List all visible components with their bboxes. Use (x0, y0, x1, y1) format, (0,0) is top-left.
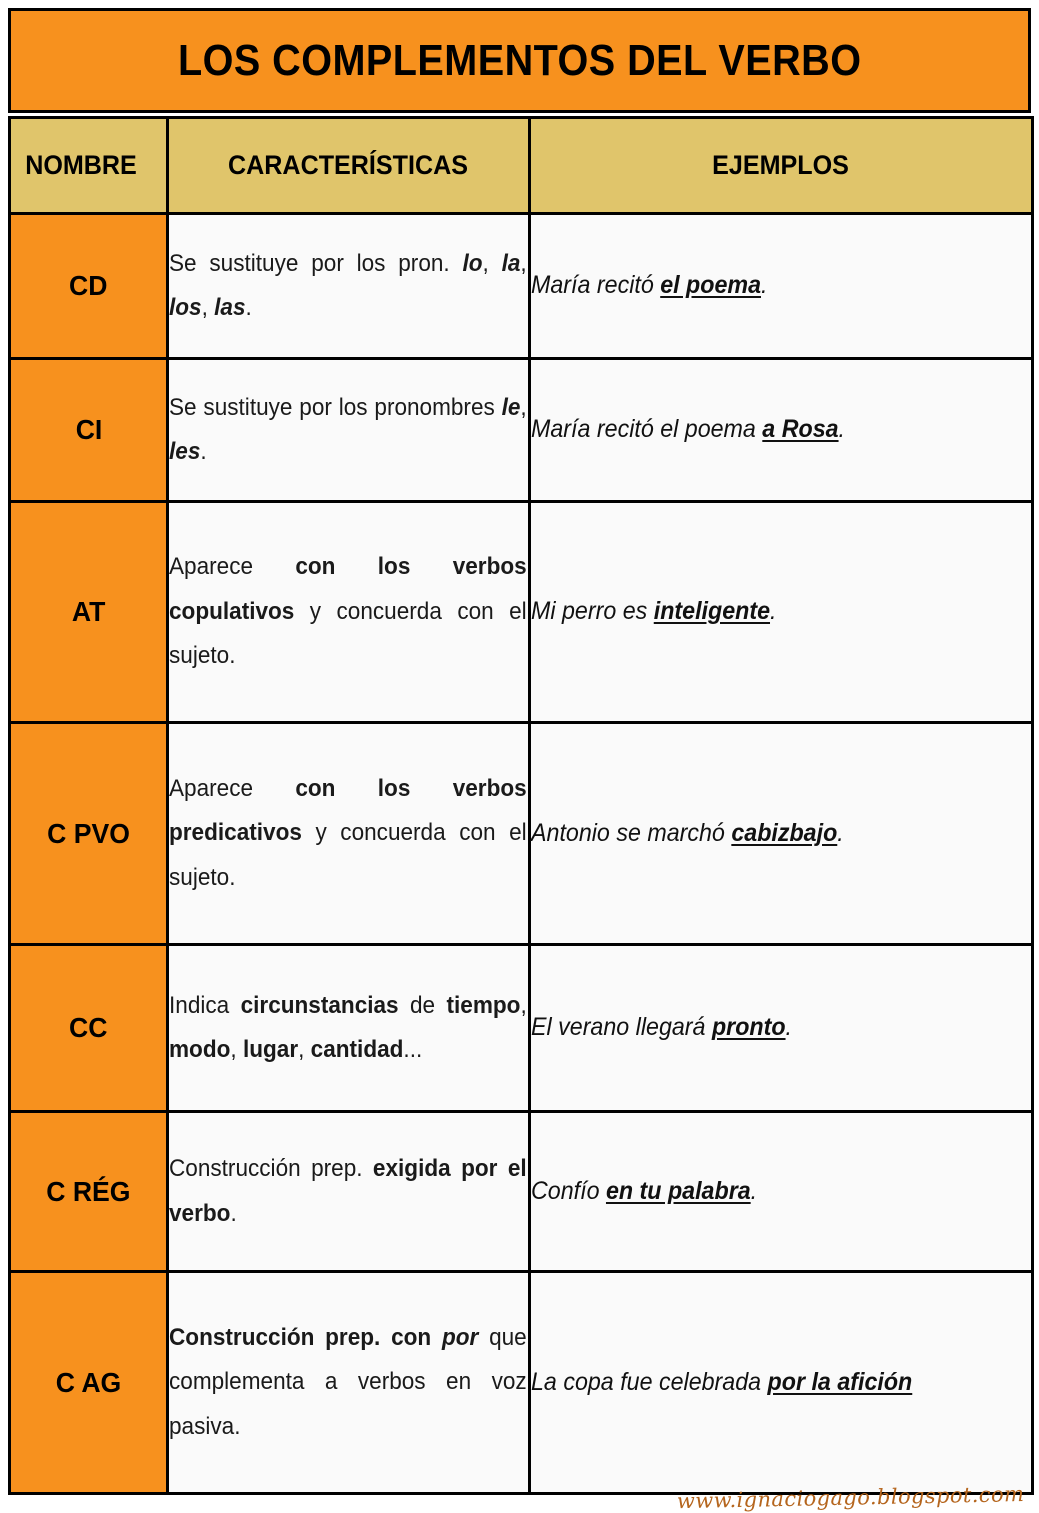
row-caracteristicas-cell (168, 945, 530, 1112)
row-name-cell (10, 1112, 168, 1272)
row-name-label: CI (75, 414, 102, 445)
row-ejemplo-cell (530, 945, 1033, 1112)
table-body (10, 214, 1033, 1494)
row-caracteristicas-cell (168, 1272, 530, 1494)
row-name-label: CC (69, 1012, 108, 1043)
row-name-cell (10, 359, 168, 502)
row-caracteristicas-text: Aparece con los verbos copulativos y concuerda con el sujeto. (169, 553, 527, 670)
title-banner (8, 8, 1031, 113)
table-row (10, 723, 1033, 945)
column-header-nombre (10, 118, 168, 214)
row-caracteristicas-text: Se sustituye por los pron. lo, la, los, las. (169, 249, 527, 321)
row-caracteristicas-text: Construcción prep. exigida por el verbo. (169, 1155, 527, 1227)
row-ejemplo-text: Antonio se marchó cabizbajo. (531, 818, 844, 847)
row-ejemplo-cell (530, 1112, 1033, 1272)
row-ejemplo-text: Mi perro es inteligente. (531, 597, 777, 626)
row-caracteristicas-cell (168, 502, 530, 723)
row-caracteristicas-cell (168, 214, 530, 359)
row-ejemplo-cell (530, 502, 1033, 723)
row-caracteristicas-text: Se sustituye por los pronombres le, les. (169, 393, 527, 465)
row-ejemplo-text: María recitó el poema a Rosa. (531, 415, 846, 444)
row-ejemplo-cell (530, 359, 1033, 502)
column-header-caracteristicas-label: CARACTERÍSTICAS (228, 150, 469, 180)
row-name-label: C RÉG (46, 1175, 131, 1207)
row-ejemplo-cell (530, 723, 1033, 945)
page-title: LOS COMPLEMENTOS DEL VERBO (177, 35, 862, 85)
row-caracteristicas-cell (168, 1112, 530, 1272)
row-ejemplo-cell (530, 214, 1033, 359)
table-header-row (10, 118, 1033, 214)
row-caracteristicas-cell (168, 359, 530, 502)
site-watermark: www.ignaciogago.blogspot.com (677, 1482, 1025, 1513)
table-row (10, 359, 1033, 502)
complements-table (8, 116, 1034, 1495)
row-caracteristicas-text: Indica circunstancias de tiempo, modo, lugar, cantidad... (169, 991, 527, 1063)
table-row (10, 502, 1033, 723)
row-name-label: C AG (55, 1366, 122, 1398)
row-name-cell (10, 945, 168, 1112)
column-header-ejemplos-label: EJEMPLOS (712, 150, 850, 180)
table-row (10, 945, 1033, 1112)
column-header-ejemplos (530, 118, 1033, 214)
row-ejemplo-text: María recitó el poema. (531, 271, 768, 300)
row-ejemplo-text: La copa fue celebrada por la afición (531, 1367, 913, 1396)
table-row (10, 1112, 1033, 1272)
row-name-label: AT (71, 596, 106, 627)
row-name-cell (10, 214, 168, 359)
row-name-label: CD (69, 270, 108, 301)
row-ejemplo-text: Confío en tu palabra. (531, 1176, 758, 1205)
row-caracteristicas-text: Aparece con los verbos predicativos y concuerda con el sujeto. (169, 774, 527, 891)
row-ejemplo-text: El verano llegará pronto. (531, 1013, 793, 1042)
row-ejemplo-cell (530, 1272, 1033, 1494)
row-name-label: C PVO (47, 817, 130, 849)
row-caracteristicas-text: Construcción prep. con por que complementa a verbos en voz pasiva. (169, 1323, 527, 1440)
column-header-caracteristicas (168, 118, 530, 214)
column-header-nombre-label: NOMBRE (25, 150, 137, 180)
row-name-cell (10, 723, 168, 945)
row-name-cell (10, 1272, 168, 1494)
row-caracteristicas-cell (168, 723, 530, 945)
table-row (10, 214, 1033, 359)
table-row (10, 1272, 1033, 1494)
row-name-cell (10, 502, 168, 723)
